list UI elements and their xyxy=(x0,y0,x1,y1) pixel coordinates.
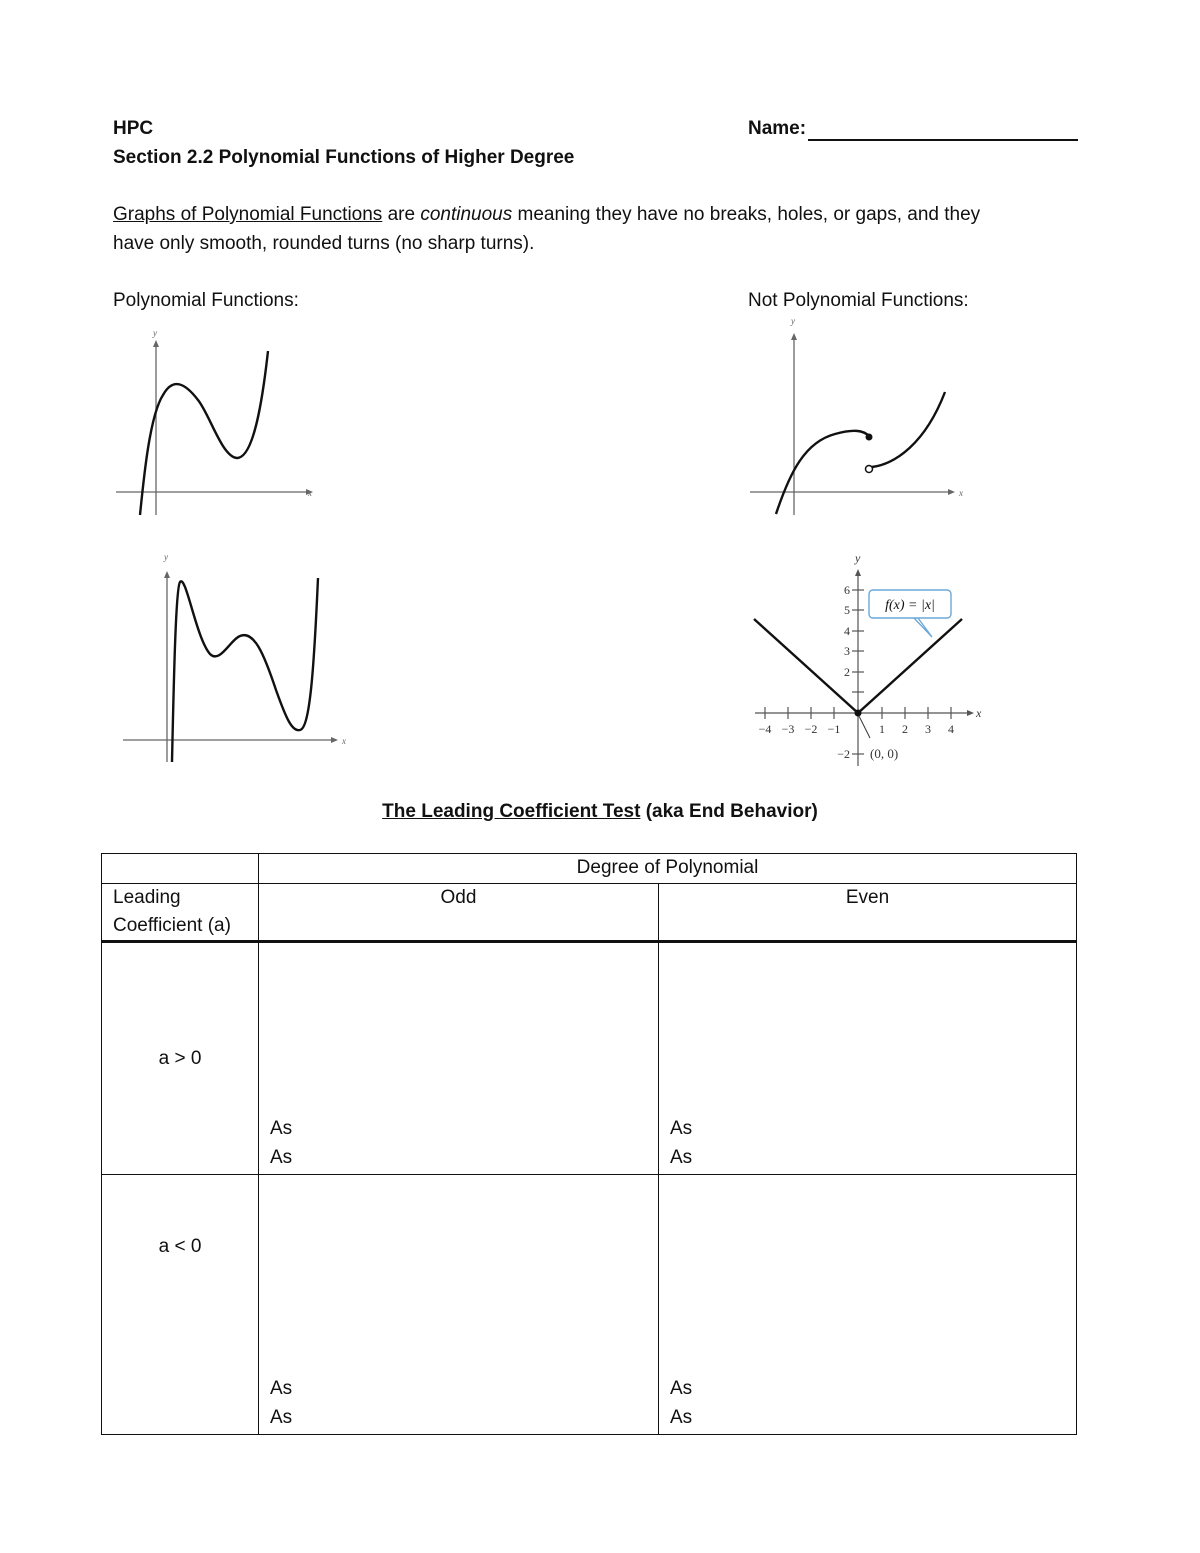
x-tick-label: 2 xyxy=(902,722,908,736)
y-tick-label: 6 xyxy=(844,583,850,597)
intro-emphasis: continuous xyxy=(420,204,513,225)
y-tick-label: 3 xyxy=(844,644,850,658)
row-neg-label: a < 0 xyxy=(102,1175,259,1435)
intro-are: are xyxy=(382,204,421,225)
y-axis-label: y xyxy=(153,328,157,338)
leading-test-heading xyxy=(0,800,1200,824)
as-label: As xyxy=(270,1118,293,1139)
as-label: As xyxy=(670,1147,693,1168)
origin-leader-line xyxy=(859,716,870,738)
col-odd-header: Odd xyxy=(259,884,659,942)
table-row xyxy=(102,884,1077,942)
x-tick-label: −3 xyxy=(781,722,795,736)
quartic-curve xyxy=(172,578,318,762)
x-tick-label: −2 xyxy=(804,722,818,736)
polynomial-label: Polynomial Functions: xyxy=(113,290,299,311)
cubic-graph xyxy=(110,325,320,520)
pos-even-cell[interactable] xyxy=(659,942,1077,1175)
neg-even-cell[interactable] xyxy=(659,1175,1077,1435)
left-branch xyxy=(776,431,869,514)
open-endpoint xyxy=(866,466,873,473)
neg-odd-cell[interactable] xyxy=(259,1175,659,1435)
right-branch xyxy=(872,392,945,467)
quartic-graph xyxy=(118,548,358,766)
y-tick-label: −2 xyxy=(837,747,850,761)
x-tick-label: 4 xyxy=(948,722,954,736)
intro-term: Graphs of Polynomial Functions xyxy=(113,204,383,225)
as-label: As xyxy=(670,1407,693,1428)
section-title: Section 2.2 Polynomial Functions of Higher Degree xyxy=(113,147,575,168)
jump-graph xyxy=(745,312,975,522)
y-arrow-icon xyxy=(153,340,159,347)
y-arrow-icon xyxy=(791,333,797,340)
x-arrow-icon xyxy=(948,489,955,495)
table-row xyxy=(102,942,1077,1175)
leading-coefficient-table xyxy=(101,853,1077,1435)
leading-test-title: The Leading Coefficient Test xyxy=(382,801,641,822)
x-tick-label: −1 xyxy=(827,722,841,736)
row-header-line-1: Leading xyxy=(113,887,181,908)
intro-line-2: have only smooth, rounded turns (no sharp turns). xyxy=(113,233,535,254)
y-axis-label: y xyxy=(164,552,168,562)
abs-value-graph xyxy=(740,548,1000,770)
degree-header: Degree of Polynomial xyxy=(259,854,1077,884)
as-label: As xyxy=(670,1118,693,1139)
row-pos-label: a > 0 xyxy=(102,942,259,1175)
name-field[interactable] xyxy=(748,117,1078,141)
as-label: As xyxy=(270,1407,293,1428)
x-axis-label: x xyxy=(976,706,982,720)
vertex-point xyxy=(855,710,862,717)
cubic-curve xyxy=(140,351,268,515)
y-tick-label: 2 xyxy=(844,665,850,679)
name-label: Name: xyxy=(748,118,807,139)
course-label: HPC xyxy=(113,118,154,139)
row-header-line-2: Coefficient (a) xyxy=(113,915,231,936)
callout-pointer xyxy=(914,618,932,637)
not-polynomial-label: Not Polynomial Functions: xyxy=(748,290,969,311)
x-arrow-icon xyxy=(331,737,338,743)
y-arrow-icon xyxy=(855,569,861,576)
row-header-cell xyxy=(102,884,259,942)
as-label: As xyxy=(270,1147,293,1168)
x-axis-label: x xyxy=(959,488,963,498)
x-axis-label: x xyxy=(342,736,346,746)
x-tick-label: 3 xyxy=(925,722,931,736)
intro-rest: meaning they have no breaks, holes, or gaps, and they xyxy=(512,204,981,225)
empty-corner-cell xyxy=(102,854,259,884)
as-label: As xyxy=(270,1378,293,1399)
y-tick-label: 5 xyxy=(844,603,850,617)
table-row xyxy=(102,1175,1077,1435)
table-row xyxy=(102,854,1077,884)
col-even-header: Even xyxy=(659,884,1077,942)
function-label: f(x) = |x| xyxy=(885,598,935,613)
closed-endpoint xyxy=(866,434,873,441)
x-arrow-icon xyxy=(967,710,974,716)
y-arrow-icon xyxy=(164,571,170,578)
y-axis-label: y xyxy=(855,551,861,565)
origin-label: (0, 0) xyxy=(870,746,899,761)
leading-test-subtitle: (aka End Behavior) xyxy=(640,801,818,822)
y-axis-label: y xyxy=(791,316,795,326)
y-tick-label: 4 xyxy=(844,624,850,638)
x-axis-label: x xyxy=(308,488,312,498)
intro-line-1 xyxy=(113,203,980,227)
name-blank-line[interactable] xyxy=(808,119,1078,141)
pos-odd-cell[interactable] xyxy=(259,942,659,1175)
as-label: As xyxy=(670,1378,693,1399)
x-tick-label: 1 xyxy=(879,722,885,736)
x-tick-label: −4 xyxy=(758,722,772,736)
